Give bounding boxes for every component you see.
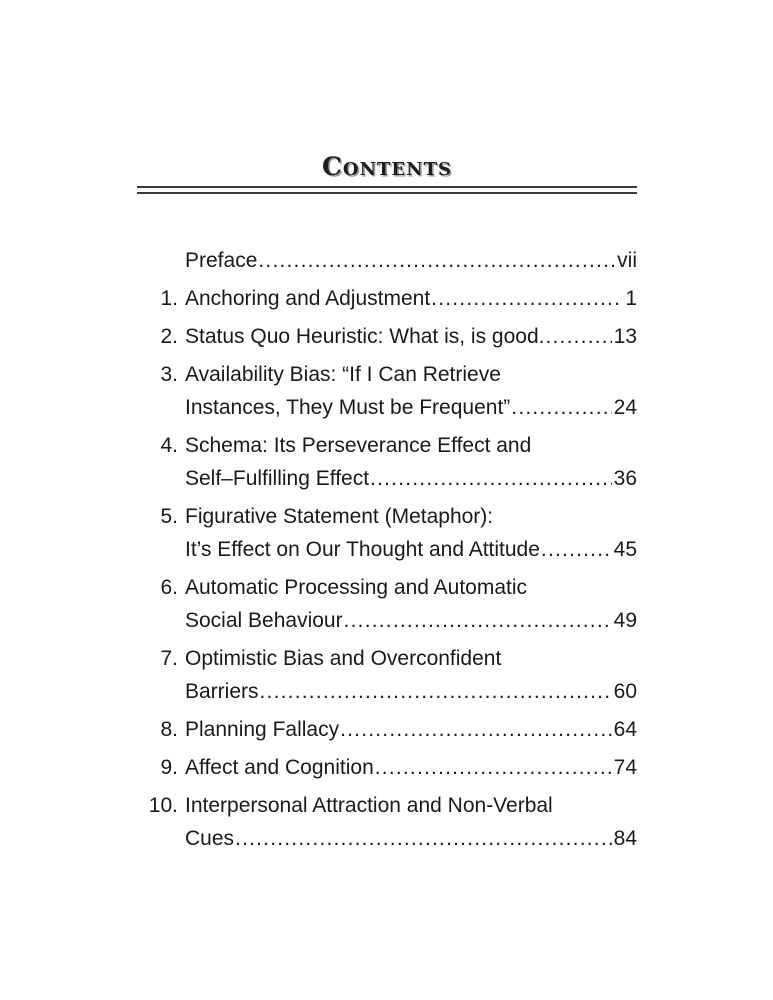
entry-title: Planning Fallacy: [185, 718, 340, 741]
page-number: 24: [613, 396, 637, 419]
entry-number: 7.: [160, 647, 178, 670]
page-number: 36: [613, 467, 637, 490]
toc-entry-4[interactable]: [140, 429, 637, 495]
toc-entry-5[interactable]: [140, 500, 637, 566]
dot-leader: [258, 244, 615, 277]
entry-title-line-1: Availability Bias: “If I Can Retrieve: [185, 363, 501, 386]
entry-number: 5.: [160, 505, 178, 528]
entry-title-line-2: Self–Fulfilling Effect: [185, 467, 370, 490]
page-title: Contents: [322, 152, 452, 181]
dot-leader: [260, 675, 612, 708]
dot-leader: [370, 462, 612, 495]
toc-entry-9[interactable]: [140, 751, 637, 784]
toc-entry-2[interactable]: [140, 320, 637, 353]
entry-title: Preface: [185, 249, 258, 272]
page-number: 60: [613, 680, 637, 703]
page-number: vii: [617, 249, 637, 272]
toc-entry-3[interactable]: [140, 358, 637, 424]
entry-title-line-1: Schema: Its Perseverance Effect and: [185, 434, 532, 457]
dot-leader: [340, 713, 612, 746]
toc-entry-1[interactable]: [140, 282, 637, 315]
entry-title-line-1: Optimistic Bias and Overconfident: [185, 647, 502, 670]
rule-line-bottom: [137, 192, 637, 194]
entry-title-line-2: Instances, They Must be Frequent”: [185, 396, 511, 419]
dot-leader: [235, 822, 612, 855]
dot-leader: [431, 282, 623, 315]
entry-number: 4.: [160, 434, 178, 457]
double-rule-divider: [137, 186, 637, 195]
page-number: 64: [613, 718, 637, 741]
page-number: 45: [613, 538, 637, 561]
entry-title-line-1: Interpersonal Attraction and Non-Verbal: [185, 794, 553, 817]
toc-entry-6[interactable]: [140, 571, 637, 637]
dot-leader: [545, 320, 611, 353]
entry-number: 3.: [160, 363, 178, 386]
dot-leader: [511, 391, 611, 424]
page-number: 84: [613, 827, 637, 850]
toc-entry-10[interactable]: [140, 789, 637, 855]
table-of-contents: [140, 244, 637, 860]
entry-title: Status Quo Heuristic: What is, is good.: [185, 325, 545, 348]
entry-title-line-2: Cues: [185, 827, 235, 850]
toc-entry-7[interactable]: [140, 642, 637, 708]
entry-title-line-2: Social Behaviour: [185, 609, 343, 632]
rule-line-top: [137, 186, 637, 188]
dot-leader: [344, 604, 612, 637]
page-number: 1: [625, 287, 637, 310]
entry-number: 1.: [160, 287, 178, 310]
entry-title-line-2: Barriers: [185, 680, 259, 703]
entry-title: Anchoring and Adjustment: [185, 287, 431, 310]
entry-number: 9.: [160, 756, 178, 779]
entry-number: 6.: [160, 576, 178, 599]
toc-entry-preface[interactable]: [140, 244, 637, 277]
entry-number: 8.: [160, 718, 178, 741]
entry-title: Affect and Cognition: [185, 756, 374, 779]
page-number: 74: [613, 756, 637, 779]
page-number: 49: [613, 609, 637, 632]
page-number: 13: [613, 325, 637, 348]
dot-leader: [375, 751, 612, 784]
dot-leader: [541, 533, 612, 566]
entry-number: 10.: [148, 794, 178, 817]
toc-entry-8[interactable]: [140, 713, 637, 746]
entry-number: 2.: [160, 325, 178, 348]
entry-title-line-1: Figurative Statement (Metaphor):: [185, 505, 494, 528]
entry-title-line-1: Automatic Processing and Automatic: [185, 576, 528, 599]
entry-title-line-2: It’s Effect on Our Thought and Attitude: [185, 538, 540, 561]
